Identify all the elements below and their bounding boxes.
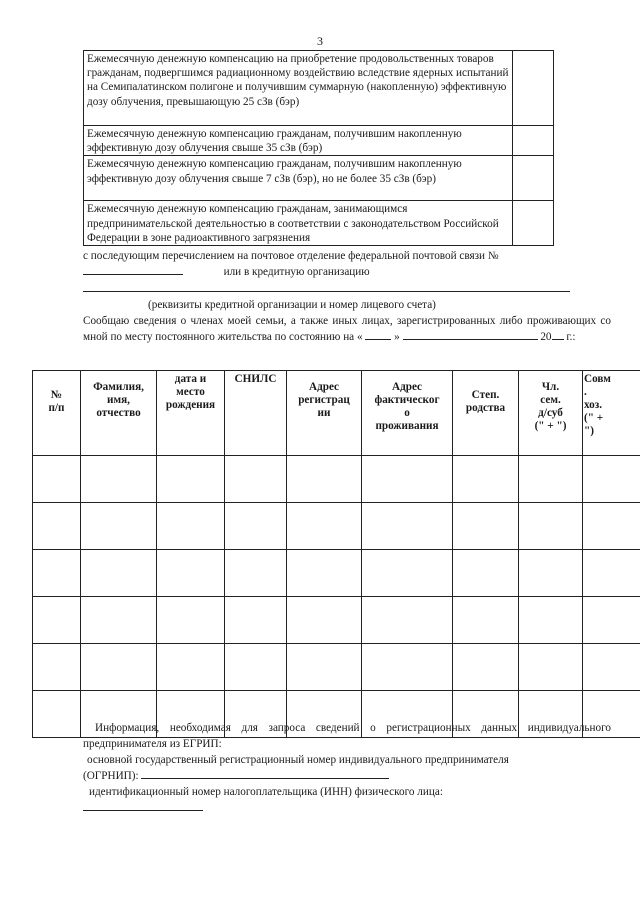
table-cell[interactable]	[81, 456, 157, 503]
table-cell[interactable]	[519, 503, 583, 550]
compensation-checkbox[interactable]	[513, 201, 554, 246]
compensation-checkbox[interactable]	[513, 126, 554, 156]
date-open-quote: «	[356, 331, 363, 343]
date-day-field[interactable]	[365, 329, 391, 340]
header-registration-address: Адрес регистрац ии	[287, 371, 362, 456]
table-cell[interactable]	[225, 456, 287, 503]
table-cell[interactable]	[225, 597, 287, 644]
table-header-row	[33, 371, 640, 456]
credit-org-text: или в кредитную организацию	[223, 266, 370, 278]
bank-details-field[interactable]	[83, 291, 570, 292]
compensation-text: Ежемесячную денежную компенсацию гражданам, получившим накопленную эффективную дозу облучения свыше 7 сЗв (бэр), но не более 35 сЗв (бэр)	[84, 156, 513, 201]
table-cell[interactable]	[225, 550, 287, 597]
table-cell[interactable]	[453, 644, 519, 691]
ogrnip-label: основной государственный регистрационный номер индивидуального предпринимателя	[87, 754, 509, 766]
table-cell[interactable]	[453, 503, 519, 550]
postal-transfer-line	[83, 249, 499, 263]
family-members-table	[32, 370, 640, 738]
table-cell[interactable]	[583, 597, 640, 644]
postal-office-number-field[interactable]	[83, 264, 183, 275]
date-year-prefix: 20	[540, 331, 552, 343]
table-cell[interactable]	[453, 550, 519, 597]
compensation-checkbox[interactable]	[513, 51, 554, 126]
table-row	[33, 503, 640, 550]
postal-transfer-text: с последующим перечислением на почтовое отделение федеральной почтовой связи №	[83, 250, 499, 262]
header-relationship: Степ. родства	[453, 371, 519, 456]
header-number: № п/п	[33, 371, 81, 456]
table-cell[interactable]	[287, 456, 362, 503]
table-cell[interactable]	[33, 691, 81, 738]
ogrnip-abbr: (ОГРНИП):	[83, 770, 139, 782]
table-cell[interactable]	[519, 456, 583, 503]
date-month-field[interactable]	[403, 329, 538, 340]
table-cell[interactable]	[81, 644, 157, 691]
table-cell[interactable]	[583, 503, 640, 550]
compensation-row	[84, 201, 554, 246]
compensation-text: Ежемесячную денежную компенсацию на приобретение продовольственных товаров гражданам, подвергшимся радиационному воздействию вследствие ядерных испытаний на Семипалатинском полигоне и получившим суммарную (накопленную) эффективную дозу облучения, превышающую 25 сЗв (бэр)	[84, 51, 513, 126]
table-cell[interactable]	[362, 456, 453, 503]
compensation-checkbox[interactable]	[513, 156, 554, 201]
table-cell[interactable]	[583, 644, 640, 691]
date-year-field[interactable]	[552, 329, 564, 340]
date-close-quote: »	[394, 331, 400, 343]
credit-org-line	[83, 264, 370, 279]
table-cell[interactable]	[157, 550, 225, 597]
table-cell[interactable]	[519, 550, 583, 597]
table-row	[33, 644, 640, 691]
header-snils: СНИЛС	[225, 371, 287, 456]
table-cell[interactable]	[287, 597, 362, 644]
table-cell[interactable]	[287, 503, 362, 550]
table-cell[interactable]	[157, 597, 225, 644]
table-cell[interactable]	[453, 456, 519, 503]
egrip-intro: Информация, необходимая для запроса сведений о регистрационных данных индивидуального предпринимателя из ЕГРИП:	[83, 722, 611, 750]
table-cell[interactable]	[225, 503, 287, 550]
table-cell[interactable]	[362, 550, 453, 597]
page-number: 3	[317, 34, 323, 48]
inn-field[interactable]	[83, 810, 203, 811]
table-cell[interactable]	[362, 597, 453, 644]
compensation-row	[84, 51, 554, 126]
compensation-row	[84, 126, 554, 156]
inn-label: идентификационный номер налогоплательщика (ИНН) физического лица:	[89, 786, 443, 798]
header-joint-household: Совм . хоз. (" + ")	[583, 371, 640, 456]
table-cell[interactable]	[583, 550, 640, 597]
table-cell[interactable]	[33, 597, 81, 644]
table-cell[interactable]	[157, 503, 225, 550]
table-cell[interactable]	[362, 503, 453, 550]
table-cell[interactable]	[157, 644, 225, 691]
table-cell[interactable]	[287, 550, 362, 597]
table-row	[33, 456, 640, 503]
ogrnip-field[interactable]	[141, 768, 389, 779]
date-year-suffix: г.:	[566, 331, 576, 343]
table-cell[interactable]	[157, 456, 225, 503]
table-cell[interactable]	[33, 456, 81, 503]
table-cell[interactable]	[81, 503, 157, 550]
table-cell[interactable]	[81, 550, 157, 597]
table-cell[interactable]	[583, 456, 640, 503]
table-cell[interactable]	[519, 597, 583, 644]
table-row	[33, 597, 640, 644]
table-cell[interactable]	[33, 644, 81, 691]
table-cell[interactable]	[453, 597, 519, 644]
ogrnip-line	[83, 768, 389, 783]
header-family-member: Чл. сем. д/суб (" + ")	[519, 371, 583, 456]
table-cell[interactable]	[33, 503, 81, 550]
family-intro-text: Сообщаю сведения о членах моей семьи, а также иных лицах, зарегистрированных либо проживающих со мной по месту постоянного жительства по состоянию на	[83, 315, 611, 343]
compensation-table	[83, 50, 554, 246]
family-intro	[83, 313, 611, 345]
table-row	[33, 550, 640, 597]
table-cell[interactable]	[362, 644, 453, 691]
table-cell[interactable]	[287, 644, 362, 691]
header-birth: дата и место рождения	[157, 371, 225, 456]
bank-details-caption: (реквизиты кредитной организации и номер лицевого счета)	[148, 299, 436, 311]
table-cell[interactable]	[33, 550, 81, 597]
table-cell[interactable]	[81, 597, 157, 644]
table-cell[interactable]	[225, 644, 287, 691]
table-cell[interactable]	[519, 644, 583, 691]
header-actual-address: Адрес фактическог о проживания	[362, 371, 453, 456]
header-full-name: Фамилия, имя, отчество	[81, 371, 157, 456]
compensation-text: Ежемесячную денежную компенсацию гражданам, получившим накопленную эффективную дозу облучения свыше 35 сЗв (бэр)	[84, 126, 513, 156]
compensation-text: Ежемесячную денежную компенсацию гражданам, занимающимся предпринимательской деятельностью в соответствии с законодательством Российской Федерации в зоне радиоактивного загрязнения	[84, 201, 513, 246]
compensation-row	[84, 156, 554, 201]
